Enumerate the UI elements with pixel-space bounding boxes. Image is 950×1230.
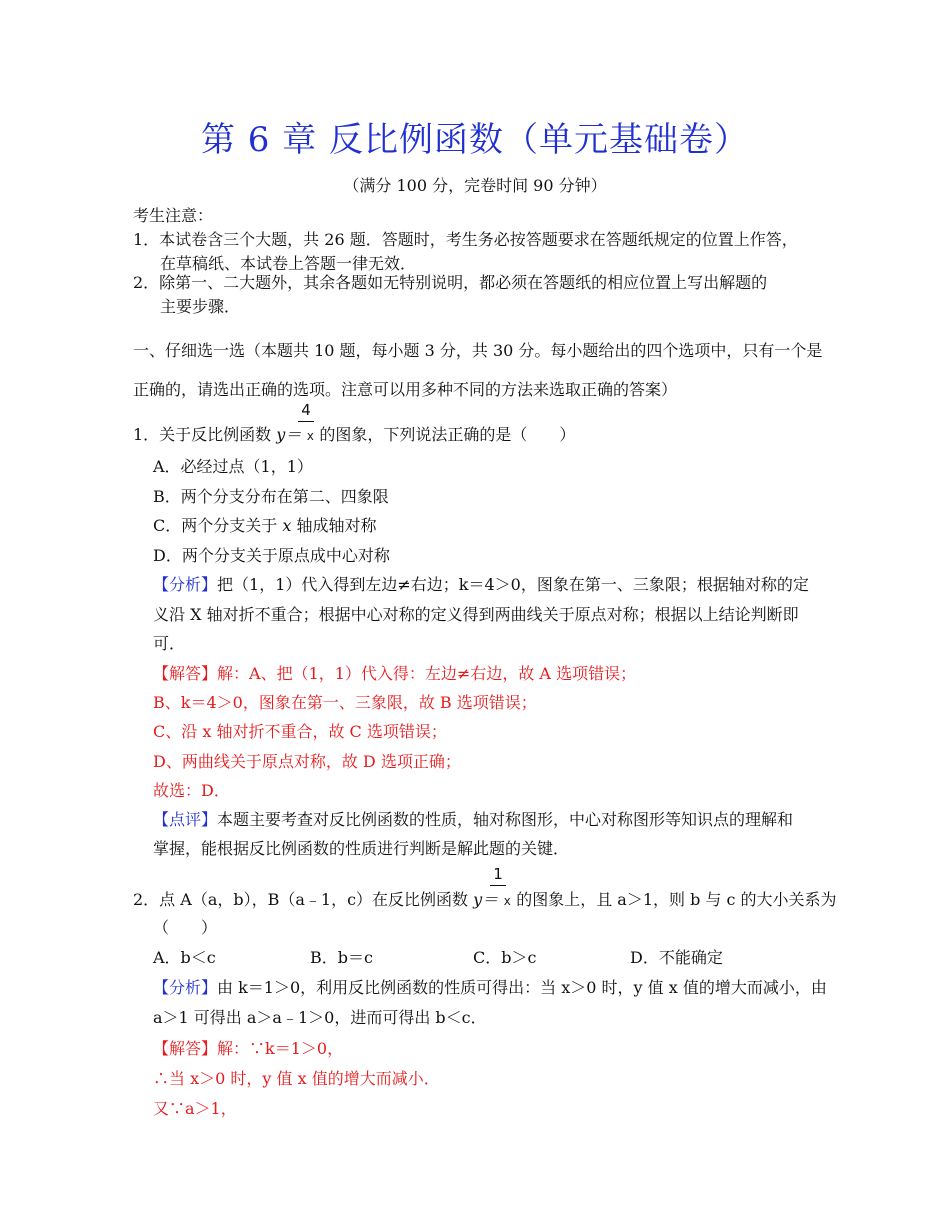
q1-option-d: D．两个分支关于原点成中心对称 bbox=[153, 546, 390, 565]
section-1-heading-cont: 正确的，请选出正确的选项。注意可以用多种不同的方法来选取正确的答案） bbox=[133, 380, 678, 399]
q1-option-c-pre: C．两个分支关于 bbox=[153, 516, 283, 535]
q1-answer-line-4: D、两曲线关于原点对称，故 D 选项正确； bbox=[153, 752, 461, 771]
q1-analysis-tag: 【分析】 bbox=[153, 575, 218, 594]
q1-answer-line-3: C、沿 x 轴对折不重合，故 C 选项错误； bbox=[153, 722, 447, 741]
q2-stem-pre: 2．点 A（a，b），B（a﹣1，c）在反比例函数 bbox=[133, 890, 474, 909]
q1-y-eq: y＝ bbox=[276, 425, 302, 444]
q1-answer bbox=[153, 664, 636, 684]
notice-item-1: 1．本试卷含三个大题，共 26 题．答题时，考生务必按答题要求在答题纸规定的位置上作答， bbox=[133, 230, 798, 249]
q2-analysis-cont: a＞1 可得出 a＞a﹣1＞0，进而可得出 b＜c． bbox=[153, 1008, 487, 1027]
q1-comment-tag: 【点评】 bbox=[153, 810, 218, 829]
q2-fraction-denominator: x bbox=[503, 894, 511, 908]
q2-analysis bbox=[153, 978, 827, 998]
q2-stem-blank: （ ） bbox=[153, 918, 218, 937]
q1-comment bbox=[153, 810, 793, 830]
q1-stem-rest: 的图象，下列说法正确的是（ ） bbox=[319, 425, 576, 444]
q1-answer-line-2: B、k＝4＞0，图象在第一、三象限，故 B 选项错误； bbox=[153, 693, 537, 712]
q2-answer bbox=[153, 1039, 343, 1059]
notice-item-1-cont: 在草稿纸、本试卷上答题一律无效． bbox=[160, 254, 417, 273]
question-1-stem bbox=[133, 425, 575, 446]
q2-option-d: D．不能确定 bbox=[630, 948, 723, 967]
q1-option-c-post: 轴成轴对称 bbox=[291, 516, 377, 535]
q1-answer-line-5: 故选：D． bbox=[153, 781, 230, 800]
q1-option-c bbox=[153, 516, 376, 536]
q2-answer-tag: 【解答】 bbox=[153, 1039, 218, 1058]
q1-comment-cont: 掌握，能根据反比例函数的性质进行判断是解此题的关键． bbox=[153, 839, 570, 858]
q1-fraction-bar bbox=[298, 421, 314, 422]
q1-analysis-cont-2: 可． bbox=[153, 634, 186, 653]
q1-answer-tag: 【解答】 bbox=[153, 664, 218, 683]
q2-analysis-text-1: 由 k＝1＞0，利用反比例函数的性质可得出：当 x＞0 时，y 值 x 值的增大而减小，由 bbox=[217, 978, 827, 997]
q1-option-c-var: x bbox=[282, 516, 292, 535]
q1-analysis-text-1: 把（1，1）代入得到左边≠右边；k＝4＞0，图象在第一、三象限；根据轴对称的定 bbox=[217, 575, 809, 594]
q1-option-a: A．必经过点（1，1） bbox=[153, 457, 313, 476]
q2-option-b: B．b＝c bbox=[310, 948, 373, 967]
q2-answer-text-1: 解：∵k＝1＞0， bbox=[217, 1039, 344, 1058]
q2-fraction-numerator: 1 bbox=[493, 865, 503, 883]
page-title: 第 6 章 反比例函数（单元基础卷） bbox=[200, 120, 750, 160]
q1-comment-text-1: 本题主要考查对反比例函数的性质，轴对称图形，中心对称图形等知识点的理解和 bbox=[217, 810, 794, 829]
q2-option-a: A．b＜c bbox=[153, 948, 216, 967]
q1-analysis bbox=[153, 575, 809, 595]
q1-analysis-cont-1: 义沿 X 轴对折不重合；根据中心对称的定义得到两曲线关于原点对称；根据以上结论判断即 bbox=[153, 605, 799, 624]
q1-answer-text-1: 解：A、把（1，1）代入得：左边≠右边，故 A 选项错误； bbox=[217, 664, 637, 683]
q2-answer-line-2: ∴当 x＞0 时，y 值 x 值的增大而减小． bbox=[153, 1069, 440, 1088]
q1-fraction-denominator: x bbox=[306, 429, 314, 443]
q2-answer-line-3: 又∵a＞1， bbox=[153, 1099, 237, 1118]
q2-fraction-bar bbox=[490, 885, 506, 886]
notice-heading: 考生注意： bbox=[133, 206, 214, 225]
q2-option-c: C．b＞c bbox=[473, 948, 537, 967]
q2-analysis-tag: 【分析】 bbox=[153, 978, 218, 997]
notice-item-2-cont: 主要步骤． bbox=[160, 297, 241, 316]
page-subtitle: （满分 100 分，完卷时间 90 分钟） bbox=[343, 176, 607, 195]
question-2-stem bbox=[133, 890, 837, 911]
q2-y-eq: y＝ bbox=[473, 890, 499, 909]
section-1-heading: 一、仔细选一选（本题共 10 题，每小题 3 分，共 30 分。每小题给出的四个选项中，只有一个是 bbox=[133, 341, 823, 360]
q1-fraction-numerator: 4 bbox=[301, 401, 311, 419]
q2-stem-post: 的图象上，且 a＞1，则 b 与 c 的大小关系为 bbox=[516, 890, 837, 909]
q1-option-b: B．两个分支分布在第二、四象限 bbox=[153, 487, 389, 506]
notice-item-2: 2．除第一、二大题外，其余各题如无特别说明，都必须在答题纸的相应位置上写出解题的 bbox=[133, 273, 768, 292]
q1-number: 1．关于反比例函数 bbox=[133, 425, 277, 444]
